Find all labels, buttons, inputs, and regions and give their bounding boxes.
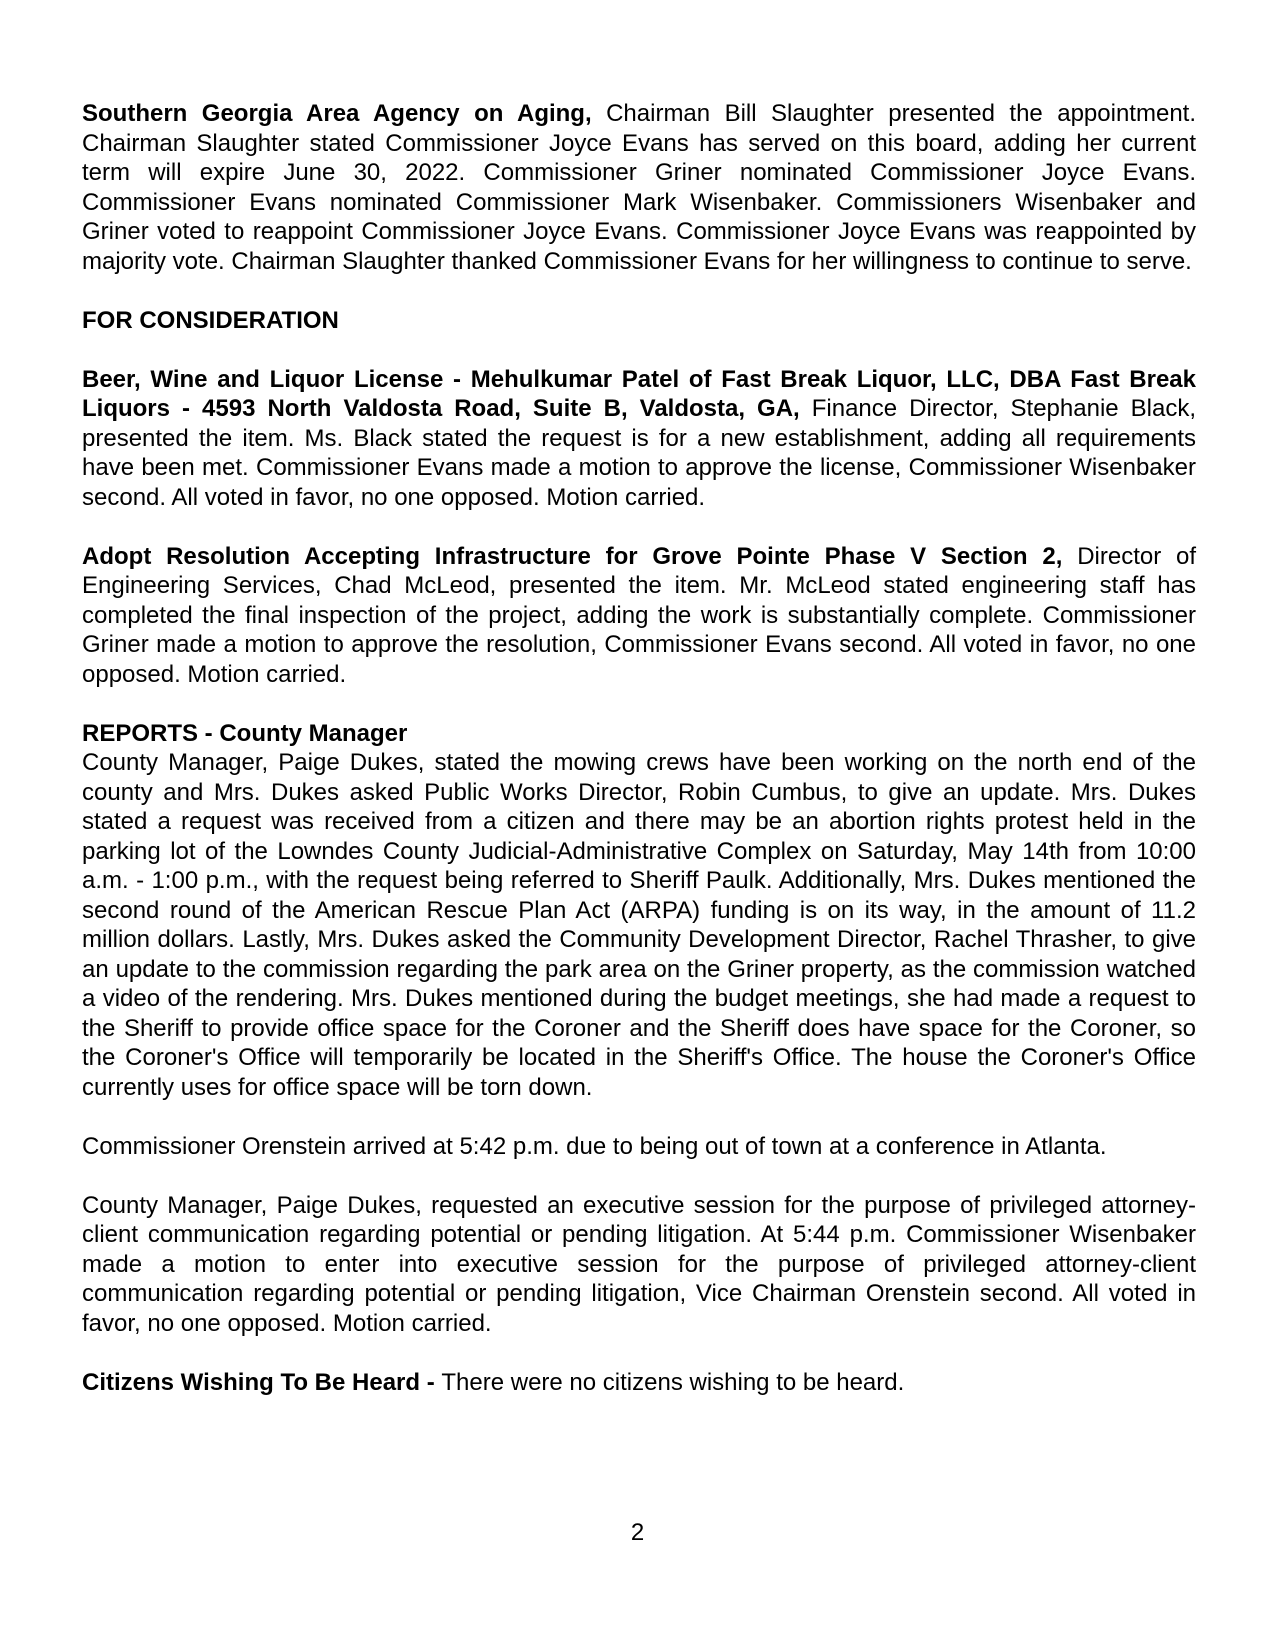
paragraph-liquor-license-body: Finance Director, Stephanie Black, presented the item. Ms. Black stated the request is for a new establishment, adding all requirements have been met. Commissioner Evans made a motion to approve the license, Commissioner Wisenbaker second. All voted in favor, no one opposed. Motion carried. — [82, 395, 1196, 511]
paragraph-grove-pointe-resolution — [82, 542, 1196, 690]
paragraph-citizens-lead: Citizens Wishing To Be Heard - — [82, 1368, 442, 1396]
page-number: 2 — [630, 1519, 645, 1546]
paragraph-liquor-license-lead: Beer, Wine and Liquor License - Mehulkumar Patel of Fast Break Liquor, LLC, DBA Fast Break Liquors - 4593 North Valdosta Road, Suite B, Valdosta, GA, — [82, 365, 1196, 422]
paragraph-agency-on-aging-body: Chairman Bill Slaughter presented the appointment. Chairman Slaughter stated Commissioner Joyce Evans has served on this board, adding her current term will expire June 30, 2022. Commissioner Griner nominated Commissioner Joyce Evans. Commissioner Evans nominated Commissioner Mark Wisenbaker. Commissioners Wisenbaker and Griner voted to reappoint Commissioner Joyce Evans. Commissioner Joyce Evans was reappointed by majority vote. Chairman Slaughter thanked Commissioner Evans for her willingness to continue to serve. — [82, 100, 1196, 275]
heading-reports-county-manager: REPORTS - County Manager — [82, 719, 408, 747]
paragraph-county-manager-report: County Manager, Paige Dukes, stated the mowing crews have been working on the north end of the county and Mrs. Dukes asked Public Works Director, Robin Cumbus, to give an update. Mrs. Dukes stated a request was received from a citizen and there may be an abortion rights protest held in the parking lot of the Lowndes County Judicial-Administrative Complex on Saturday, May 14th from 10:00 a.m. - 1:00 p.m., with the request being referred to Sheriff Paulk. Additionally, Mrs. Dukes mentioned the second round of the American Rescue Plan Act (ARPA) funding is on its way, in the amount of 11.2 million dollars. Lastly, Mrs. Dukes asked the Community Development Director, Rachel Thrasher, to give an update to the commission regarding the park area on the Griner property, as the commission watched a video of the rendering. Mrs. Dukes mentioned during the budget meetings, she had made a request to the Sheriff to provide office space for the Coroner and the Sheriff does have space for the Coroner, so the Coroner's Office will temporarily be located in the Sheriff's Office. The house the Coroner's Office currently uses for office space will be torn down. — [82, 749, 1196, 1101]
paragraph-executive-session: County Manager, Paige Dukes, requested an executive session for the purpose of privileged attorney-client communication regarding potential or pending litigation. At 5:44 p.m. Commissioner Wisenbaker made a motion to enter into executive session for the purpose of privileged attorney-client communication regarding potential or pending litigation, Vice Chairman Orenstein second. All voted in favor, no one opposed. Motion carried. — [82, 1191, 1196, 1337]
paragraph-citizens-wishing-to-be-heard — [82, 1368, 1196, 1398]
heading-for-consideration: FOR CONSIDERATION — [82, 306, 339, 334]
paragraph-citizens-body: There were no citizens wishing to be heard. — [441, 1368, 905, 1396]
paragraph-agency-on-aging-lead: Southern Georgia Area Agency on Aging, — [82, 100, 592, 127]
paragraph-grove-pointe-resolution-lead: Adopt Resolution Accepting Infrastructure for Grove Pointe Phase V Section 2, — [82, 542, 1063, 570]
paragraph-agency-on-aging — [82, 99, 1196, 276]
paragraph-grove-pointe-resolution-body: Director of Engineering Services, Chad McLeod, presented the item. Mr. McLeod stated engineering staff has completed the final inspection of the project, adding the work is substantially complete. Commissioner Griner made a motion to approve the resolution, Commissioner Evans second. All voted in favor, no one opposed. Motion carried. — [82, 542, 1196, 688]
section-reports-county-manager — [82, 719, 1196, 1103]
paragraph-orenstein-arrival: Commissioner Orenstein arrived at 5:42 p.m. due to being out of town at a conference in Atlanta. — [82, 1132, 1107, 1160]
paragraph-liquor-license — [82, 365, 1196, 513]
page-content — [82, 99, 1196, 1427]
